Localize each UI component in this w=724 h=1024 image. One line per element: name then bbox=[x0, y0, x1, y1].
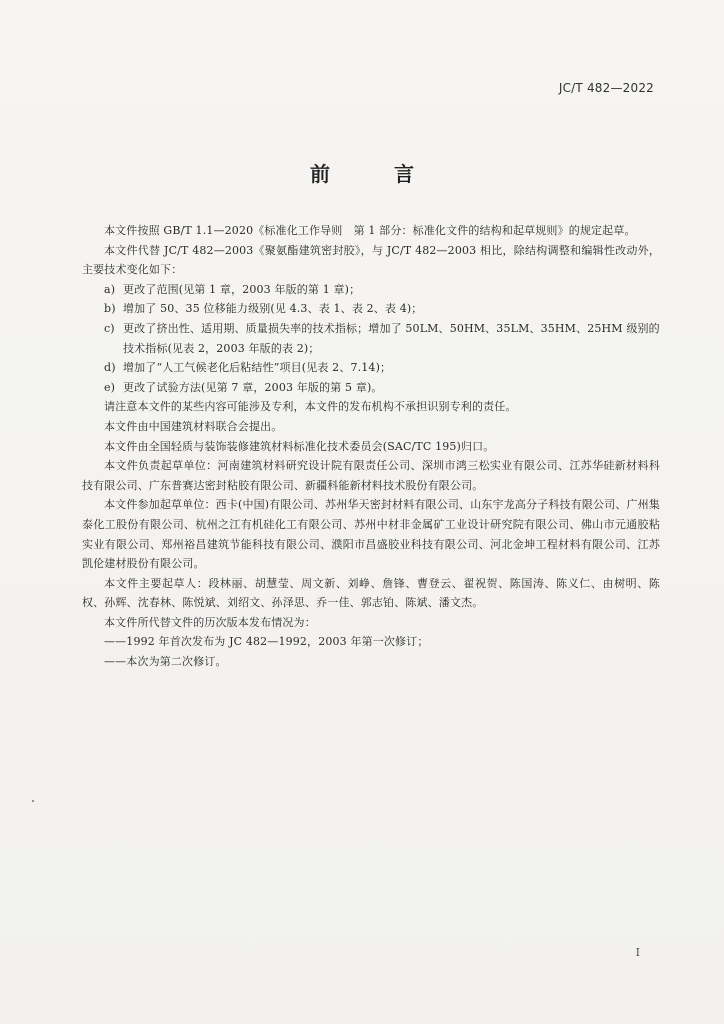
list-marker: b) bbox=[104, 302, 116, 316]
change-item bbox=[82, 378, 660, 398]
change-text: 更改了挤出性、适用期、质量损失率的技术指标；增加了 50LM、50HM、35LM、35HM、25HM 级别的技术指标(见表 2，2003 年版的表 2)； bbox=[123, 321, 660, 355]
paragraph-replacement: 本文件代替 JC/T 482—2003《聚氨酯建筑密封胶》，与 JC/T 482—2003 相比，除结构调整和编辑性改动外，主要技术变化如下： bbox=[82, 243, 660, 277]
scan-speck bbox=[32, 800, 34, 802]
history-item: ——1992 年首次发布为 JC 482—1992，2003 年第一次修订； bbox=[104, 635, 429, 649]
change-text: 更改了试验方法(见第 7 章，2003 年版的第 5 章)。 bbox=[123, 380, 383, 394]
change-item bbox=[82, 280, 660, 300]
paragraph-proposed-by: 本文件由中国建筑材料联合会提出。 bbox=[104, 419, 283, 433]
change-text: 增加了“人工气候老化后粘结性”项目(见表 2、7.14)； bbox=[123, 361, 392, 375]
paragraph-participating-drafters: 本文件参加起草单位：西卡(中国)有限公司、苏州华天密封材料有限公司、山东宇龙高分子科技有限公司、广州集泰化工股份有限公司、杭州之江有机硅化工有限公司、苏州中材非金属矿工业设计研究院有限公司、佛山市元通胶粘实业有限公司、郑州裕昌建筑节能科技有限公司、濮阳市昌盛胶业科技有限公司、河北金坤工程材料有限公司、江苏凯伦建材股份有限公司。 bbox=[82, 498, 660, 571]
change-text: 更改了范围(见第 1 章，2003 年版的第 1 章)； bbox=[123, 282, 361, 296]
page-number: I bbox=[635, 946, 640, 959]
list-marker: e) bbox=[104, 380, 116, 394]
list-marker: c) bbox=[104, 321, 115, 335]
standard-code: JC/T 482—2022 bbox=[558, 81, 654, 95]
page-title: 前 言 bbox=[310, 162, 436, 186]
foreword-body bbox=[82, 221, 660, 672]
change-item bbox=[82, 358, 660, 378]
change-item bbox=[82, 299, 660, 319]
paragraph-main-drafters: 本文件主要起草人：段林丽、胡慧莹、周文新、刘峥、詹锋、曹登云、翟祝贺、陈国涛、陈义仁、由树明、陈权、孙辉、沈春林、陈悦斌、刘绍文、孙泽思、乔一佳、郭志铂、陈斌、潘文杰。 bbox=[82, 576, 660, 610]
paragraph-lead-drafters: 本文件负责起草单位：河南建筑材料研究设计院有限责任公司、深圳市鸿三松实业有限公司、江苏华硅新材料科技有限公司、广东普赛达密封粘胶有限公司、新疆科能新材料技术股份有限公司。 bbox=[82, 459, 660, 492]
change-text: 增加了 50、35 位移能力级别(见 4.3、表 1、表 2、表 4)； bbox=[123, 302, 423, 316]
list-marker: a) bbox=[104, 282, 116, 296]
change-item bbox=[82, 319, 660, 358]
paragraph-drafting-rules: 本文件按照 GB/T 1.1—2020《标准化工作导则 第 1 部分：标准化文件的结构和起草规则》的规定起草。 bbox=[104, 224, 636, 237]
paragraph-history-intro: 本文件所代替文件的历次版本发布情况为： bbox=[104, 615, 316, 629]
history-item: ——本次为第二次修订。 bbox=[104, 655, 227, 669]
paragraph-committee: 本文件由全国轻质与装饰装修建筑材料标准化技术委员会(SAC/TC 195)归口。 bbox=[104, 439, 495, 453]
list-marker: d) bbox=[104, 361, 116, 375]
paragraph-patent-notice: 请注意本文件的某些内容可能涉及专利，本文件的发布机构不承担识别专利的责任。 bbox=[104, 400, 517, 414]
